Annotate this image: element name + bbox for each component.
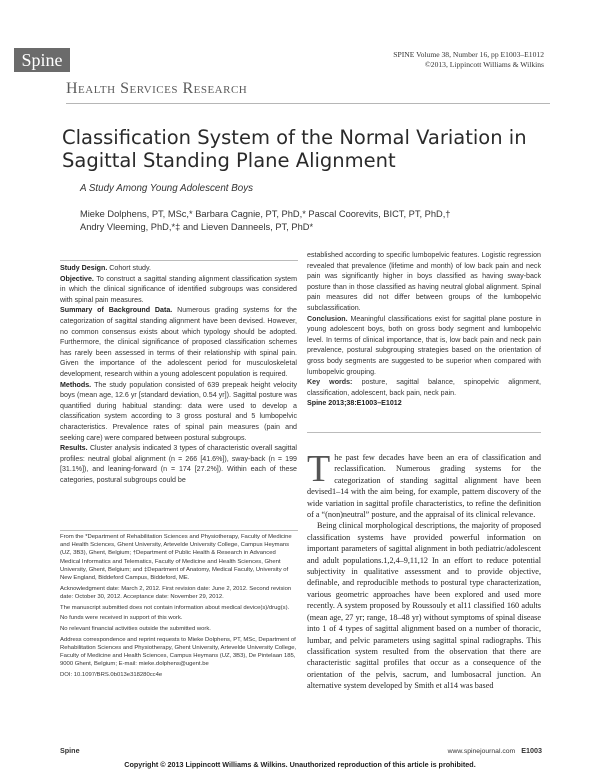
abstract-keywords: Key words: posture, sagittal balance, spinopelvic alignment, classification, adolescent, back pain, neck pain. [307,378,541,397]
journal-volume-line: SPINE Volume 38, Number 16, pp E1003–E1012 [393,50,544,59]
authors-line-1: Mieke Dolphens, PT, MSc,* Barbara Cagnie, PT, PhD,* Pascal Coorevits, BICT, PT, PhD,† [80,209,451,219]
drop-cap: T [307,448,331,490]
abstract-citation: Spine 2013;38:E1003–E1012 [307,399,402,408]
authors-line-2: Andry Vleeming, PhD,*‡ and Lieven Danneels, PT, PhD* [80,222,314,232]
abstract-bottom-rule [307,432,541,433]
body-paragraph-2: Being clinical morphological descriptions, the majority of proposed classification systems have provided powerful information on important parameters of sagittal alignment in both pediatric/adolescent and adult populations.1,2,4–9,11,12 In an effort to reduce potential subjectivity in qualitative assessment and to provide objective, definable, and reproducible methods to postural type characterization, various geometric approaches have been explored and used more recently. A system proposed by Roussouly et al11 classified 160 adults (mean age, 27 yr; range, 18–48 yr) without symptoms of spinal disease into 1 of 4 types of sagittal alignment based on a number of thoracic, lumbar, and pelvic parameters using sagittal spinal radiographs. This classification system resulted from the observation that there are characteristic sagittal profiles that occur as a consequence of the orientation of the pelvis, sacrum, and lumbosacral junction. An alternative system developed by Smith et al14 was based [307,521,541,691]
abstract-methods: Methods. The study population consisted of 639 prepeak height velocity boys (mean age, 12.6 yr [standard deviation, 0.54 yr]). Sagittal posture was quantified during habitual standing: data were used to develop a classification system according to 3 gross postural and 5 lumbopelvic characteristics. Prevalence rates of spinal pain measures (pain and seeking care) were compared between postural subgroups. [60,380,297,442]
abstract-objective: Objective. To construct a sagittal standing alignment classification system in which the clinical significance of identified subgroups was considered with spinal pain measures. [60,274,297,304]
journal-logo: Spine [14,48,70,72]
footer-right [448,746,542,755]
article-title: Classification System of the Normal Variation in Sagittal Standing Plane Alignment [62,126,527,172]
footnote-rule [60,530,298,531]
footnote-affiliations: From the *Department of Rehabilitation Sciences and Physiotherapy, Faculty of Medicine and Health Sciences, Ghent University, Artevelde University College, Campus Heymans (UZ, 3B3), Ghent, Belgium; †Department of Public Health & Research in Advanced Medical Informatics and Telematics, Faculty of Medicine and Health Sciences, Ghent University, Ghent, Belgium; and ‡Department of Anatomy, Medical Faculty, University of New England, Biddeford Campus, Biddeford, ME. [60,534,292,582]
body-text [307,448,541,692]
page-number: E1003 [521,746,542,755]
journal-info [393,50,544,70]
footer-url: www.spinejournal.com [447,748,516,755]
footnote-financial: No relevant financial activities outside the submitted work. [60,626,211,633]
section-label: Health Services Research [66,80,248,97]
section-divider [66,103,550,104]
footer-journal: Spine [60,746,80,755]
footnote-correspondence: Address correspondence and reprint requests to Mieke Dolphens, PT, MSc, Department of Rehabilitation Sciences and Physiotherapy, Ghent University, Artevelde University College, Faculty of Medicine and Health Sciences, Campus Heymans (UZ, 3B3), De Pintelaan 185, 9000 Ghent, Belgium; E-mail: mieke.dolphens@ugent.be [60,636,297,668]
abstract-top-rule [60,260,298,261]
abstract-background: Summary of Background Data. Numerous grading systems for the categorization of sagittal standing alignment have been devised. However, no common consensus exists about which typology should be adopted. Furthermore, the clinical significance of proposed classification schemes has rarely been assessed in terms of their relationship with spinal pain. Given the importance of the adolescent period for musculoskeletal development, research within a young adolescent population is required. [60,306,297,378]
copyright-notice: Copyright © 2013 Lippincott Williams & Wilkins. Unauthorized reproduction of this article is prohibited. [124,760,476,769]
abstract-study-design: Study Design. Cohort study. [60,264,151,272]
footnote-doi: DOI: 10.1097/BRS.0b013e318280cc4e [60,672,163,679]
abstract-results-continued: established according to specific lumbopelvic features. Logistic regression revealed that prevalence (lifetime and month) of low back pain and neck pain was significantly higher in boys classified as having sway-back posture than in those classified as having neutral global alignment. Spinal pain measures did not differ between groups of the lumbopelvic subclassification. [307,251,541,312]
abstract-left-column [60,263,297,485]
body-paragraph-1: The past few decades have been an era of classification and reclassification. Numerous grading systems for the categorization of standing sagittal alignment have been devised1–14 with the aim being, for example, pattern discovery of the wide variation in sagittal profile characteristics, to refine the definition of a “(non)neutral” posture, and the appraisal of its clinical relevance. [307,448,541,520]
footnote-funding: No funds were received in support of this work. [60,615,183,622]
article-subtitle: A Study Among Young Adolescent Boys [80,183,254,194]
footnote-dates: Acknowledgment date: March 2, 2012. First revision date: June 2, 2012. Second revision date: October 30, 2012. Acceptance date: November 29, 2012. [60,585,292,600]
abstract-results: Results. Cluster analysis indicated 3 types of characteristic overall sagittal profiles: neutral global alignment (n = 266 [41.6%]), sway-back (n = 199 [31.1%]), and leaning-forward (n = 174 [27.2%]). Within each of these categories, postural subgroups could be [60,444,297,484]
abstract-right-column [307,250,541,409]
footnote-device-statement: The manuscript submitted does not contain information about medical device(s)/drug(s). [60,604,290,611]
abstract-conclusion: Conclusion. Meaningful classifications exist for sagittal plane posture in young adolescent boys, both on gross body segment and lumbopelvic level. In terms of clinical importance, that is, low back pain and neck pain prevalence, postural subgrouping strategies based on the orientation of gross body segments are suggested to be superior when compared with lumbopelvic grouping. [307,314,541,376]
journal-copyright-line: ©2013, Lippincott Williams & Wilkins [425,60,544,69]
author-list [80,208,490,234]
footnotes [60,533,297,682]
